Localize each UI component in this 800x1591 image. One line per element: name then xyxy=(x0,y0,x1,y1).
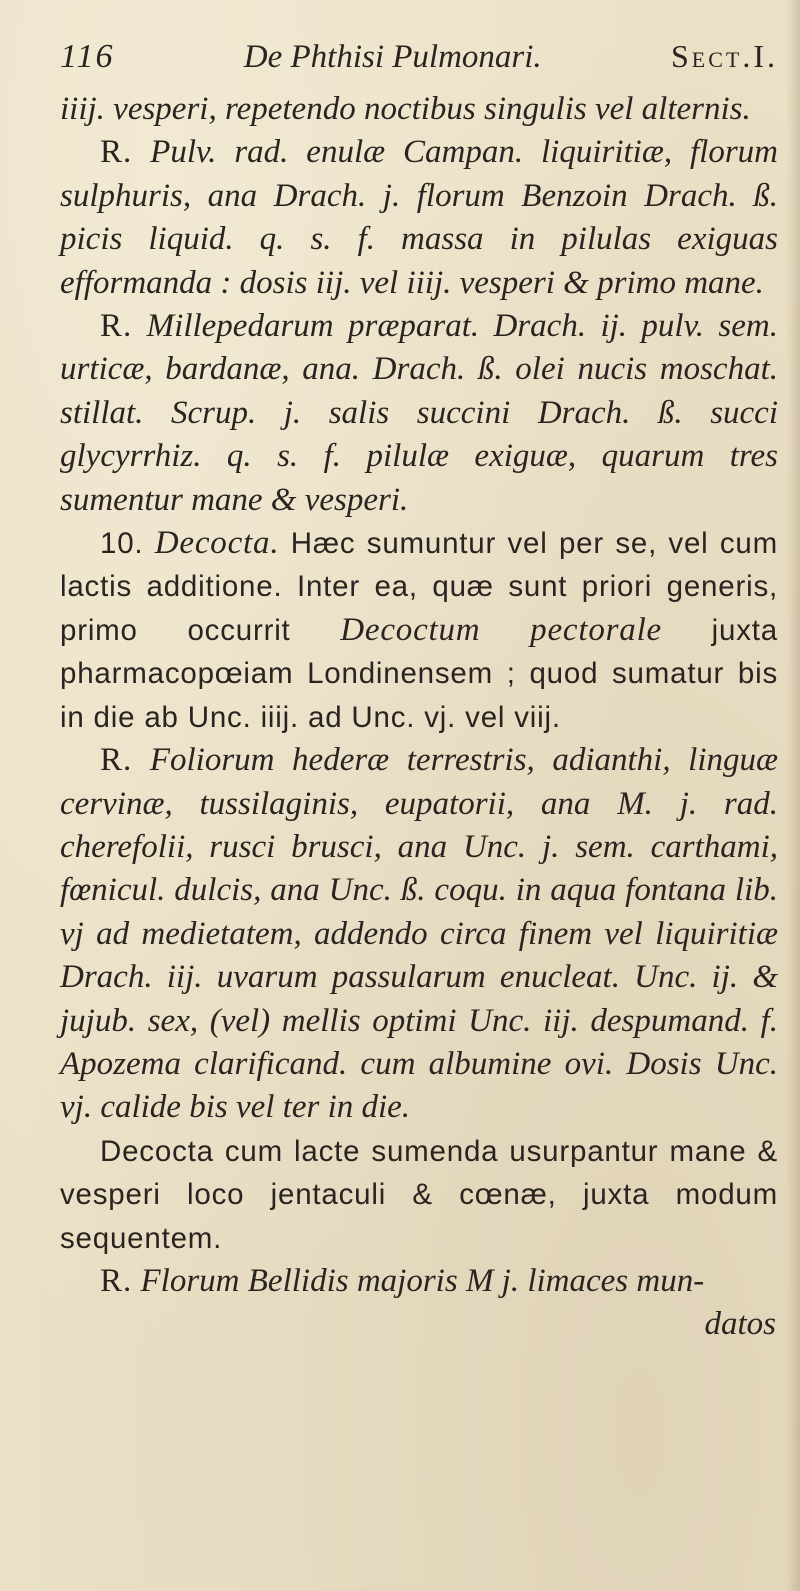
recipe-mark: R. xyxy=(100,308,133,345)
recipe-mark: R. xyxy=(100,742,133,779)
section-title: Decocta. xyxy=(154,525,280,562)
section-10-text-a: Hæc sumuntur vel per se, vel cum lactis additione. Inter ea, quæ sunt priori generis, primo occurrit xyxy=(60,527,779,647)
section-label: Sect.I. xyxy=(670,38,778,74)
section-number: 10. xyxy=(100,527,144,561)
decoctum-pectorale: Decoctum pectorale xyxy=(340,611,662,648)
recipe-2 xyxy=(60,305,778,522)
recipe-mark: R. xyxy=(100,134,133,171)
paragraph-continuation: iiij. vesperi, repetendo noctibus singulis vel alternis. xyxy=(60,91,751,127)
section-10-text-b: juxta pharmacopœiam Londinensem ; quod sumatur bis in die ab Unc. iiij. ad Unc. vj. vel viij. xyxy=(60,613,778,734)
catchword: datos xyxy=(704,1306,776,1343)
recipe-1 xyxy=(60,131,778,305)
recipe-3 xyxy=(60,739,778,1130)
recipe-2-text: Millepedarum præparat. Drach. ij. pulv. sem. urticæ, bardanæ, ana. Drach. ß. olei nucis moschat. stillat. Scrup. j. salis succini Drach. ß. succi glycyrrhiz. q. s. f. pilulæ exiguæ, quarum tres sumentur mane & vesperi. xyxy=(60,308,779,518)
paragraph-decocta-lacte: Decocta cum lacte sumenda usurpantur mane & vesperi loco jentaculi & cœnæ, juxta modum sequentem. xyxy=(60,1134,778,1255)
recipe-mark: R. xyxy=(100,1262,133,1299)
recipe-4-text: Florum Bellidis majoris M j. limaces mun- xyxy=(140,1262,705,1299)
running-title: De Phthisi Pulmonari. xyxy=(243,39,542,75)
section-10-paragraph xyxy=(60,522,778,739)
recipe-1-text: Pulv. rad. enulæ Campan. liquiritiæ, florum sulphuris, ana Drach. j. florum Benzoin Drach. ß. picis liquid. q. s. f. massa in pilulas exiguas efformanda : dosis iij. vel iiij. vesperi & primo mane. xyxy=(60,134,778,301)
recipe-3-text: Foliorum hederæ terrestris, adianthi, linguæ cervinæ, tussilaginis, eupatorii, ana M. j. rad. cherefolii, rusci brusci, ana Unc. j. sem. carthami, fœnicul. dulcis, ana Unc. ß. coqu. in aqua fontana lib. vj ad medietatem, addendo circa finem vel liquiritiæ Drach. iij. uvarum passularum enucleat. Unc. ij. & jujub. sex, (vel) mellis optimi Unc. iij. despumand. f. Apozema clarificand. cum albumine ovi. Dosis Unc. vj. calide bis vel ter in die. xyxy=(60,742,778,1126)
running-header xyxy=(60,38,778,88)
page-number: 116 xyxy=(60,38,115,75)
recipe-4 xyxy=(60,1260,778,1303)
